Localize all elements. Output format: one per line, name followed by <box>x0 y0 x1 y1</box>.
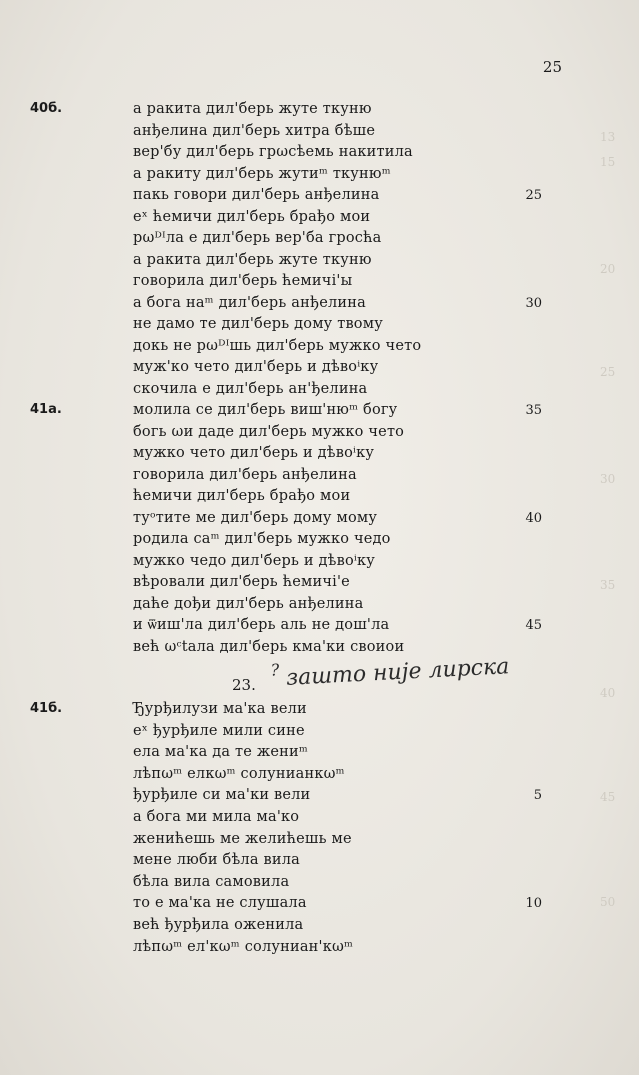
verse-text: молила се дил'берь виш'нюᵐ богу <box>133 402 398 418</box>
verse-text: већ ωᶜtала дил'берь кма'ки своиои <box>133 638 405 655</box>
handwritten-question-mark: ? <box>270 660 280 680</box>
line-number: 25 <box>525 188 542 203</box>
verse-line <box>0 895 639 916</box>
verse-line <box>0 723 639 744</box>
verse-text: говорила дил'берь ћемичі'ы <box>133 273 353 289</box>
verse-line <box>0 809 639 830</box>
verse-text: говорила дил'берь анђелина <box>133 466 357 483</box>
verse-line <box>0 230 639 251</box>
verse-text: бѣла вила самовила <box>133 873 290 890</box>
verse-line <box>0 467 639 488</box>
manuscript-folio-ref: 41а. <box>30 402 62 417</box>
verse-line <box>0 596 639 617</box>
line-number: 45 <box>525 618 542 633</box>
verse-text: ћемичи дил'берь брађо мои <box>133 488 351 504</box>
verse-line <box>0 787 639 808</box>
verse-text: а ракита дил'берь жуте ткуню <box>133 101 372 117</box>
verse-text: мужко чедо дил'берь и дѣвоⁱку <box>133 552 376 569</box>
manuscript-folio-ref: 41б. <box>30 701 63 716</box>
verse-line <box>0 917 639 938</box>
verse-line <box>0 510 639 531</box>
verse-line <box>0 639 639 660</box>
verse-line <box>0 273 639 294</box>
verse-text: то е ма'ка не слушала <box>133 895 307 912</box>
verse-text: не дамо те дил'берь дому твому <box>133 316 383 332</box>
verse-line <box>0 381 639 402</box>
verse-text: мужко чето дил'берь и дѣвоⁱку <box>133 445 375 461</box>
verse-text: а ракиту дил'берь жутиᵐ ткунюᵐ <box>133 165 391 182</box>
verse-line <box>0 338 639 359</box>
page-number: 25 <box>542 58 562 76</box>
verse-text: лѣпωᵐ елкωᵐ солунианкωᵐ <box>133 765 345 782</box>
verse-line <box>0 553 639 574</box>
line-number: 5 <box>533 788 542 804</box>
verse-text: женићешь ме желићешь ме <box>133 830 352 847</box>
verse-line <box>0 701 639 722</box>
verse-line <box>0 617 639 638</box>
line-number: 30 <box>525 295 542 311</box>
verse-line <box>0 295 639 316</box>
verse-line <box>0 874 639 895</box>
verse-line <box>0 766 639 787</box>
verse-text: мене люби бѣла вила <box>133 852 300 869</box>
verse-text: а бога ми мила ма'ко <box>133 809 300 825</box>
document-page: 25 13 15 20 25 30 35 40 45 50 40б. а ракита дил'берь жуте ткуню анђелина дил'берь хитра бѣше вер'бу дил'берь грωсѣемь накитила а ракиту дил'берь жутиᵐ ткунюᵐ пакь говори дил'берь анђелина 25 еˣ ћемичи дил'берь брађо мои рωᴰᴵла е дил'берь вер'ба гросћа а ракита дил'берь жуте ткуню говорила дил'берь ћемичі'ы а бога наᵐ дил'берь анђелина 30 не дамо те дил'берь дому твому докь не рωᴰᴵшь дил'берь мужко чето муж'ко чето дил'берь и дѣвоⁱку скочила е дил'берь ан'ђелина 41а. молила се дил'берь виш'нюᵐ богу 35 богь ωи даде дил'берь мужко чето мужко чето дил'берь и дѣвоⁱку говорила дил'берь анђелина ћемичи дил'берь брађо мои туᵒтите ме дил'берь дому мому 40 родила саᵐ дил'берь мужко чедо мужко чедо дил'берь и дѣвоⁱку вѣровали дил'берь ћемичі'е даће дођи дил'берь анђелина и ѿиш'ла дил'берь аль не дош'ла 45 већ ωᶜtала дил'берь кма'ки своиои 23. ? зашто није лирска 41б. Ђурђилузи ма'ка вели еˣ ђурђиле мили сине ела ма'ка да те жениᵐ лѣпωᵐ елкωᵐ солунианкωᵐ ђурђиле си ма'ки вели 5 а бога ми мила ма'ко женићешь ме желићешь ме мене люби бѣла вила бѣла вила самовила то е ма'ка не слушала 10 већ ђурђила оженила лѣпωᵐ ел'кωᵐ солуниан'кωᵐ <box>0 0 639 1075</box>
verse-line <box>0 424 639 445</box>
verse-line <box>0 488 639 509</box>
verse-text: ђурђиле си ма'ки вели <box>133 787 311 804</box>
verse-line <box>0 187 639 208</box>
verse-line <box>0 402 639 423</box>
verse-text: пакь говори дил'берь анђелина <box>133 187 380 203</box>
verse-text: даће дођи дил'берь анђелина <box>133 595 364 612</box>
verse-text: вер'бу дил'берь грωсѣемь накитила <box>133 144 413 160</box>
verse-line <box>0 359 639 380</box>
verse-text: а ракита дил'берь жуте ткуню <box>133 251 372 268</box>
verse-line <box>0 166 639 187</box>
verse-text: и ѿиш'ла дил'берь аль не дош'ла <box>133 617 390 633</box>
verse-line <box>0 123 639 144</box>
line-number: 40 <box>525 510 542 526</box>
manuscript-folio-ref: 40б. <box>30 101 63 116</box>
verse-line <box>0 209 639 230</box>
verse-text: а бога наᵐ дил'берь анђелина <box>133 294 366 311</box>
verse-line <box>0 144 639 165</box>
verse-line <box>0 744 639 765</box>
verse-line <box>0 316 639 337</box>
verse-line <box>0 101 639 122</box>
verse-text: еˣ ћемичи дил'берь брађо мои <box>133 208 371 225</box>
verse-line <box>0 574 639 595</box>
verse-text: вѣровали дил'берь ћемичі'е <box>133 574 350 590</box>
verse-text: муж'ко чето дил'берь и дѣвоⁱку <box>133 359 379 375</box>
verse-text: лѣпωᵐ ел'кωᵐ солуниан'кωᵐ <box>133 938 354 955</box>
song-number: 23. <box>232 676 256 694</box>
verse-text: туᵒтите ме дил'берь дому мому <box>133 509 378 526</box>
verse-line <box>0 531 639 552</box>
handwritten-annotation <box>270 654 510 691</box>
verse-text: анђелина дил'берь хитра бѣше <box>133 122 376 139</box>
verse-text: еˣ ђурђиле мили сине <box>133 722 305 739</box>
verse-line <box>0 252 639 273</box>
verse-line <box>0 831 639 852</box>
verse-text: родила саᵐ дил'берь мужко чедо <box>133 531 391 547</box>
verse-text: већ ђурђила оженила <box>133 917 304 933</box>
line-number: 10 <box>525 896 542 912</box>
verse-line <box>0 939 639 960</box>
verse-text: рωᴰᴵла е дил'берь вер'ба гросћа <box>133 230 382 246</box>
handwritten-note-text: зашто није лирска <box>285 654 510 691</box>
verse-text: скочила е дил'берь ан'ђелина <box>133 380 368 397</box>
verse-line <box>0 445 639 466</box>
verse-text: ела ма'ка да те жениᵐ <box>133 744 309 761</box>
verse-text: докь не рωᴰᴵшь дил'берь мужко чето <box>133 337 422 354</box>
line-number: 35 <box>525 403 542 418</box>
verse-text: Ђурђилузи ма'ка вели <box>133 701 307 717</box>
verse-text: богь ωи даде дил'берь мужко чето <box>133 423 405 440</box>
verse-line <box>0 852 639 873</box>
